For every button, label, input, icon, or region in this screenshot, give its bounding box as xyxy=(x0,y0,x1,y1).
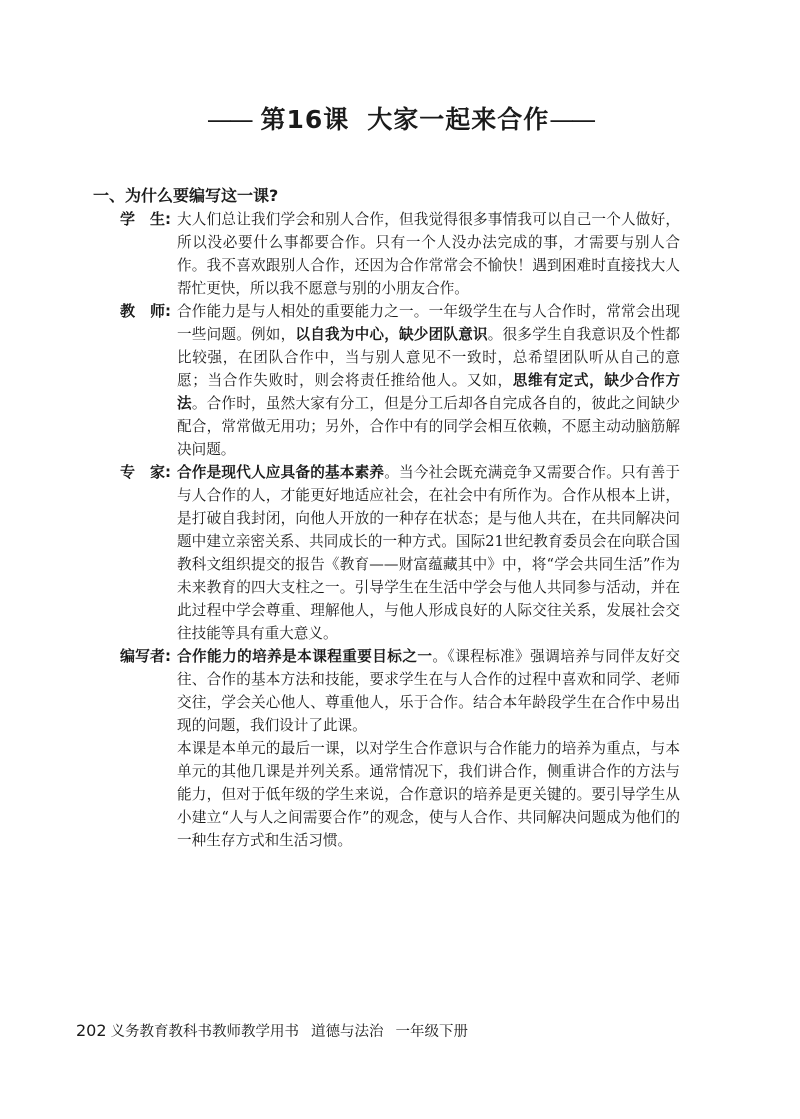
footer-subject: 道德与法治 xyxy=(311,1024,384,1040)
body-text: 合作能力是与人相处的重要能力之一。一年级学生在与人合作时，常常会出现一些问题。例如， xyxy=(177,303,680,343)
body-text: 。很多学生自我意识及个性都比较强，在团队合作中，当与别人意见不一致时，总希望团队听从自己的意愿；当合作失败时，则会将责任推给他人。又如， xyxy=(177,326,680,389)
body-text: 。合作时，虽然大家有分工，但是分工后却各自完成各自的，彼此之间缺少配合，常常做无用功；另外，合作中有的同学会相互依赖，不愿主动动脑筋解决问题。 xyxy=(177,395,680,458)
emphasis-text: 以自我为中心，缺少团队意识 xyxy=(295,326,488,343)
body-text: 。当今社会既充满竞争又需要合作。只有善于与人合作的人，才能更好地适应社会，在社会中有所作为。合作从根本上讲，是打破自我封闭，向他人开放的一种存在状态；是与他人共在，在共同解决问题中建立亲密关系、共同成长的一种方式。国际21世纪教育委员会在向联合国教科文组织提交的报告《教育——财富蕴藏其中》中，将“学会共同生活”作为未来教育的四大支柱之一。引导学生在生活中学会与他人共同参与活动，并在此过程中学会尊重、理解他人，与他人形成良好的人际交往关系，发展社会交往技能等具有重大意义。 xyxy=(177,464,680,642)
footer-book-title: 义务教育教科书教师教学用书 xyxy=(110,1024,300,1040)
title-lesson-number: 第16课 xyxy=(260,105,350,134)
speaker-text xyxy=(177,645,680,852)
dialogue-entries xyxy=(120,208,680,852)
dialogue-entry xyxy=(120,300,680,461)
dialogue-entry xyxy=(120,461,680,645)
page-number: 202 xyxy=(76,1021,107,1040)
section-heading: 一、为什么要编写这一课? xyxy=(93,186,279,205)
speaker-label: 教 师: xyxy=(120,302,171,320)
speaker-text xyxy=(177,300,680,461)
emphasis-text: 思维有定式，缺少合作方法 xyxy=(177,372,680,412)
page-footer xyxy=(76,1020,468,1041)
title-dash-left: —— xyxy=(206,105,251,134)
speaker-text xyxy=(177,461,680,645)
speech-paragraph xyxy=(177,300,680,461)
speech-paragraph xyxy=(177,208,680,300)
emphasis-text: 合作能力的培养是本课程重要目标之一 xyxy=(177,648,433,665)
speech-paragraph xyxy=(177,645,680,737)
speech-paragraph xyxy=(177,737,680,852)
body-text: 。《课程标准》强调培养与同伴友好交往、合作的基本方法和技能，要求学生在与人合作的过程中喜欢和同学、老师交往，学会关心他人、尊重他人，乐于合作。结合本年龄段学生在合作中易出现的问题，我们设计了此课。 xyxy=(177,648,680,734)
lesson-title xyxy=(0,100,800,136)
footer-grade: 一年级下册 xyxy=(395,1024,469,1040)
title-dash-right: —— xyxy=(549,105,594,134)
speaker-label: 学 生: xyxy=(120,210,171,228)
emphasis-text: 合作是现代人应具备的基本素养 xyxy=(177,464,385,481)
speech-paragraph xyxy=(177,461,680,645)
title-lesson-name: 大家一起来合作 xyxy=(367,105,550,134)
speaker-label: 编写者: xyxy=(120,647,171,665)
speaker-text xyxy=(177,208,680,300)
speaker-label: 专 家: xyxy=(120,463,171,481)
dialogue-entry xyxy=(120,645,680,852)
body-text: 本课是本单元的最后一课，以对学生合作意识与合作能力的培养为重点，与本单元的其他几课是并列关系。通常情况下，我们讲合作，侧重讲合作的方法与能力，但对于低年级的学生来说，合作意识的培养是更关键的。要引导学生从小建立“人与人之间需要合作”的观念，使与人合作、共同解决问题成为他们的一种生存方式和生活习惯。 xyxy=(177,740,680,849)
dialogue-entry xyxy=(120,208,680,300)
body-text: 大人们总让我们学会和别人合作，但我觉得很多事情我可以自己一个人做好，所以没必要什么事都要合作。只有一个人没办法完成的事，才需要与别人合作。我不喜欢跟别人合作，还因为合作常常会不愉快！遇到困难时直接找大人帮忙更快，所以我不愿意与别的小朋友合作。 xyxy=(177,211,680,297)
